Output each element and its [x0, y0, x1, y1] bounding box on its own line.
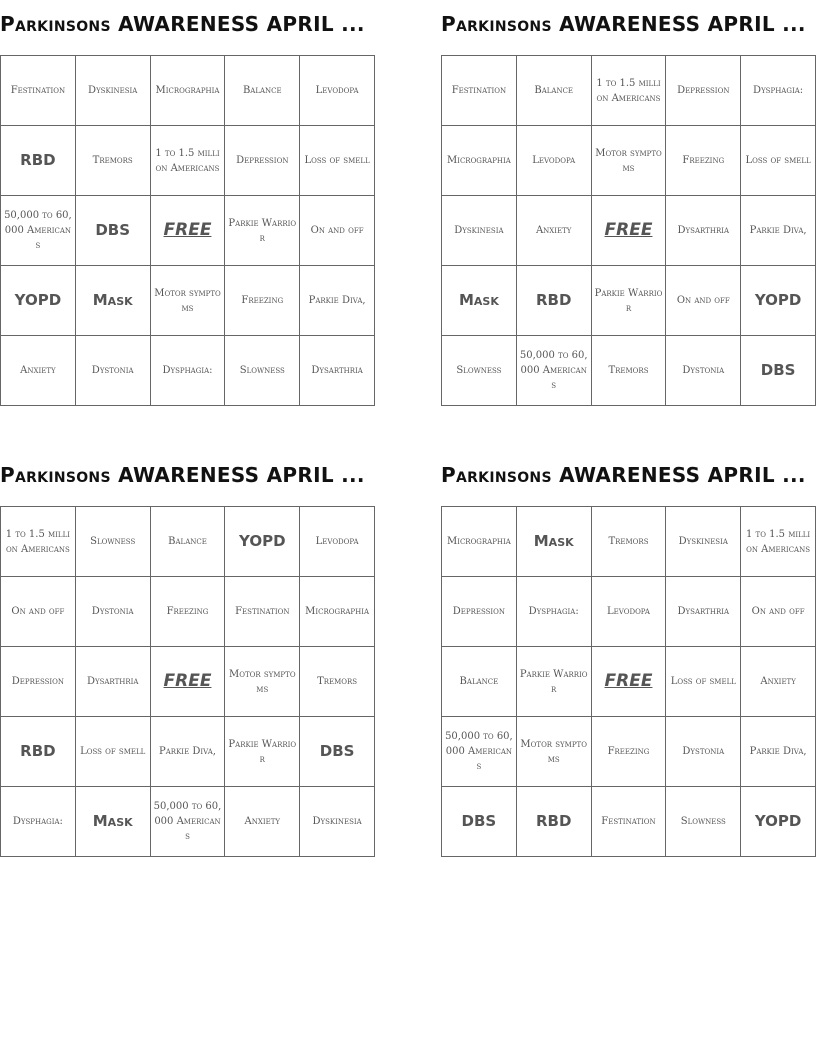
bingo-cell: DBS [75, 196, 150, 266]
bingo-cell: Mask [442, 266, 517, 336]
grid-row [442, 266, 816, 336]
grid-row [1, 56, 375, 126]
bingo-cell: Dyskinesia [300, 787, 375, 857]
bingo-cell: Dysarthria [300, 336, 375, 406]
bingo-cell: Slowness [442, 336, 517, 406]
bingo-cell: DBS [442, 787, 517, 857]
bingo-cell: Mask [75, 266, 150, 336]
bingo-cell: Motor symptoms [225, 647, 300, 717]
bingo-cell: Levodopa [591, 577, 666, 647]
bingo-cell: Freezing [591, 717, 666, 787]
grid-row [442, 577, 816, 647]
bingo-cell: RBD [1, 126, 76, 196]
bingo-grid [441, 55, 816, 406]
bingo-cell: YOPD [741, 787, 816, 857]
grid-row [442, 717, 816, 787]
card-title: Parkinsons AWARENESS APRIL ... [441, 463, 806, 487]
bingo-cell: RBD [1, 717, 76, 787]
grid-row [1, 507, 375, 577]
bingo-cell: 50,000 to 60,000 Americans [150, 787, 225, 857]
bingo-cell: Freezing [666, 126, 741, 196]
bingo-cell: Levodopa [300, 56, 375, 126]
bingo-cell: Anxiety [1, 336, 76, 406]
bingo-cell: Tremors [75, 126, 150, 196]
bingo-cell: Balance [225, 56, 300, 126]
bingo-cell: 50,000 to 60,000 Americans [442, 717, 517, 787]
bingo-cell: Dysarthria [666, 577, 741, 647]
bingo-cell: YOPD [1, 266, 76, 336]
bingo-grid [0, 55, 375, 406]
bingo-cell: Motor symptoms [516, 717, 591, 787]
grid-row [1, 196, 375, 266]
bingo-cell: Dysphagia: [150, 336, 225, 406]
bingo-grid [0, 506, 375, 857]
bingo-cell: Motor symptoms [591, 126, 666, 196]
bingo-cell: Micrographia [300, 577, 375, 647]
bingo-cell: Dyskinesia [75, 56, 150, 126]
grid-row [1, 336, 375, 406]
bingo-cell: Dystonia [75, 336, 150, 406]
bingo-cell: Mask [516, 507, 591, 577]
bingo-cell: Freezing [150, 577, 225, 647]
bingo-grid [441, 506, 816, 857]
bingo-cell: Depression [442, 577, 517, 647]
bingo-cell: Dysarthria [666, 196, 741, 266]
bingo-cell: YOPD [225, 507, 300, 577]
bingo-cell: Parkie Warrior [225, 196, 300, 266]
bingo-cell: Festination [1, 56, 76, 126]
bingo-cell: Dystonia [75, 577, 150, 647]
bingo-cell: Micrographia [442, 126, 517, 196]
bingo-cell: Dystonia [666, 717, 741, 787]
bingo-cell: Balance [150, 507, 225, 577]
bingo-cell: Parkie Diva, [741, 717, 816, 787]
bingo-cell: Motor symptoms [150, 266, 225, 336]
bingo-cell: Dyskinesia [666, 507, 741, 577]
bingo-cell: Balance [516, 56, 591, 126]
bingo-cell: Micrographia [442, 507, 517, 577]
bingo-cell: Slowness [666, 787, 741, 857]
grid-row [1, 577, 375, 647]
bingo-cell: Festination [591, 787, 666, 857]
grid-row [442, 126, 816, 196]
bingo-cell: Festination [442, 56, 517, 126]
bingo-cell: On and off [300, 196, 375, 266]
bingo-cell: Dyskinesia [442, 196, 517, 266]
bingo-cell: Dysarthria [75, 647, 150, 717]
free-space-cell: FREE [591, 647, 666, 717]
free-space-cell: FREE [591, 196, 666, 266]
bingo-cell: Loss of smell [741, 126, 816, 196]
bingo-cell: Depression [225, 126, 300, 196]
bingo-cell: Anxiety [225, 787, 300, 857]
bingo-cell: Festination [225, 577, 300, 647]
grid-row [1, 266, 375, 336]
bingo-cell: Loss of smell [75, 717, 150, 787]
bingo-cell: On and off [741, 577, 816, 647]
bingo-cell: Parkie Diva, [300, 266, 375, 336]
card-title: Parkinsons AWARENESS APRIL ... [0, 463, 365, 487]
bingo-cell: 1 to 1.5 million Americans [1, 507, 76, 577]
grid-row [442, 787, 816, 857]
bingo-cell: Loss of smell [666, 647, 741, 717]
bingo-cell: Loss of smell [300, 126, 375, 196]
bingo-cell: Slowness [225, 336, 300, 406]
grid-row [442, 56, 816, 126]
card-title: Parkinsons AWARENESS APRIL ... [0, 12, 365, 36]
bingo-cell: YOPD [741, 266, 816, 336]
bingo-cell: Parkie Diva, [150, 717, 225, 787]
free-space-cell: FREE [150, 196, 225, 266]
bingo-cell: DBS [741, 336, 816, 406]
bingo-cell: Dysphagia: [1, 787, 76, 857]
bingo-cell: Parkie Warrior [516, 647, 591, 717]
bingo-cell: RBD [516, 787, 591, 857]
bingo-cell: Dysphagia: [516, 577, 591, 647]
card-title: Parkinsons AWARENESS APRIL ... [441, 12, 806, 36]
bingo-cell: Levodopa [300, 507, 375, 577]
bingo-cell: Parkie Warrior [591, 266, 666, 336]
bingo-cell: Levodopa [516, 126, 591, 196]
grid-row [442, 507, 816, 577]
bingo-cell: 1 to 1.5 million Americans [741, 507, 816, 577]
grid-row [1, 717, 375, 787]
bingo-cell: Dysphagia: [741, 56, 816, 126]
grid-row [442, 196, 816, 266]
grid-row [442, 647, 816, 717]
bingo-cell: On and off [666, 266, 741, 336]
bingo-cell: Micrographia [150, 56, 225, 126]
grid-row [1, 787, 375, 857]
bingo-cell: Tremors [300, 647, 375, 717]
bingo-cell: Tremors [591, 507, 666, 577]
grid-row [442, 336, 816, 406]
free-space-cell: FREE [150, 647, 225, 717]
bingo-cell: Dystonia [666, 336, 741, 406]
bingo-cell: Depression [1, 647, 76, 717]
bingo-cell: Parkie Warrior [225, 717, 300, 787]
bingo-cell: DBS [300, 717, 375, 787]
grid-row [1, 126, 375, 196]
bingo-cell: Freezing [225, 266, 300, 336]
bingo-cell: Slowness [75, 507, 150, 577]
bingo-cell: 1 to 1.5 million Americans [150, 126, 225, 196]
grid-row [1, 647, 375, 717]
bingo-cell: RBD [516, 266, 591, 336]
bingo-cell: Mask [75, 787, 150, 857]
bingo-cell: Balance [442, 647, 517, 717]
bingo-cell: Anxiety [516, 196, 591, 266]
bingo-cell: On and off [1, 577, 76, 647]
bingo-cell: Anxiety [741, 647, 816, 717]
bingo-cell: Tremors [591, 336, 666, 406]
bingo-cell: 50,000 to 60,000 Americans [1, 196, 76, 266]
bingo-cell: Depression [666, 56, 741, 126]
bingo-cell: 1 to 1.5 million Americans [591, 56, 666, 126]
bingo-cell: 50,000 to 60,000 Americans [516, 336, 591, 406]
bingo-cell: Parkie Diva, [741, 196, 816, 266]
